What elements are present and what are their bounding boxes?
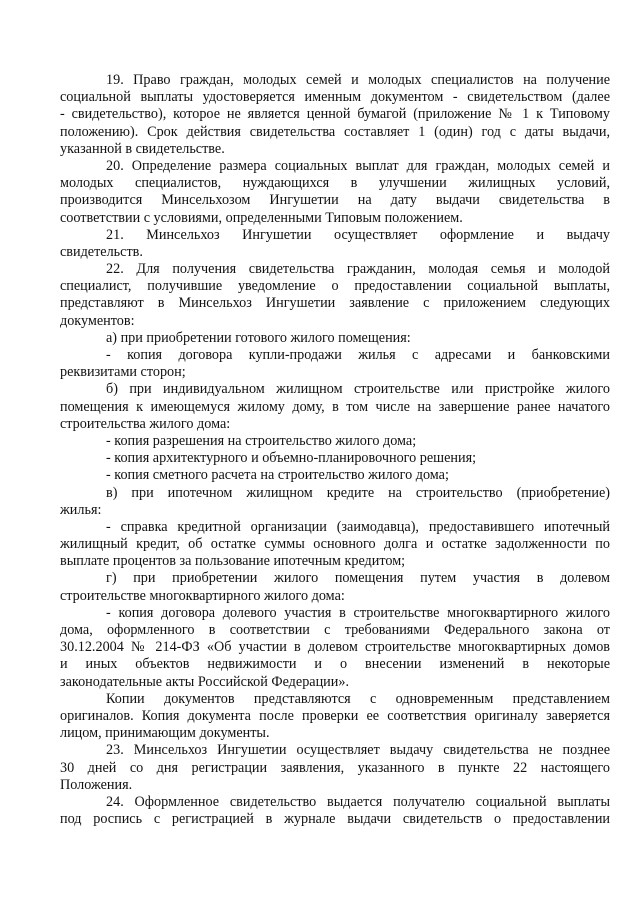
- text-line: под роспись с регистрацией в журнале выдачи свидетельств о предоставлении: [60, 811, 610, 828]
- text-line: 21. Минсельхоз Ингушетии осуществляет оформление и выдачу: [106, 226, 610, 243]
- text-line: 22. Для получения свидетельства гражданин, молодая семья и молодой: [106, 261, 610, 278]
- text-line: г) при приобретении жилого помещения путем участия в долевом: [106, 570, 610, 587]
- text-line: 24. Оформленное свидетельство выдается получателю социальной выплаты: [106, 793, 610, 810]
- text-line: жилья:: [60, 501, 102, 518]
- text-line: 30.12.2004 № 214-ФЗ «Об участии в долевом строительстве многоквартирных домов: [60, 639, 610, 656]
- text-line: молодых специалистов, нуждающихся в улучшении жилищных условий,: [60, 175, 610, 192]
- text-line: 19. Право граждан, молодых семей и молодых специалистов на получение: [106, 72, 610, 88]
- text-line: жилищный кредит, об остатке суммы основного долга и остатке задолженности по: [60, 536, 610, 553]
- text-line: лицом, принимающим документы.: [60, 725, 270, 742]
- text-line: помещения к имеющемуся жилому дому, в том числе на завершение ранее начатого: [60, 398, 610, 415]
- text-line: строительства жилого дома:: [60, 415, 231, 432]
- text-line: указанной в свидетельстве.: [60, 140, 225, 157]
- document-page: [60, 72, 610, 828]
- text-line: - справка кредитной организации (заимодавца), предоставившего ипотечный: [106, 518, 610, 535]
- text-line: представляют в Минсельхоз Ингушетии заявление с приложением следующих: [60, 295, 610, 312]
- text-line: Копии документов представляются с одновременным представлением: [106, 690, 610, 707]
- text-line: дома, оформленного в соответствии с требованиями Федерального закона от: [60, 622, 610, 638]
- text-line: производится Минсельхозом Ингушетии на дату выдачи свидетельства в: [60, 192, 610, 209]
- text-line: 23. Минсельхоз Ингушетии осуществляет выдачу свидетельства не позднее: [106, 742, 610, 759]
- text-line: и иных объектов недвижимости и о внесении изменений в некоторые: [60, 656, 610, 673]
- text-line: в) при ипотечном жилищном кредите на строительство (приобретение): [106, 484, 610, 501]
- text-line: 20. Определение размера социальных выплат для граждан, молодых семей и: [106, 157, 610, 174]
- text-line: - копия договора купли-продажи жилья с адресами и банковскими: [106, 347, 610, 363]
- text-line: б) при индивидуальном жилищном строительстве или пристройке жилого: [106, 381, 610, 398]
- text-line: оригиналов. Копия документа после проверки ее соответствия оригиналу заверяется: [60, 707, 610, 724]
- text-line: свидетельств.: [60, 243, 143, 260]
- text-line: Положения.: [60, 776, 133, 793]
- text-line: положению). Срок действия свидетельства составляет 1 (один) год с даты выдачи,: [60, 123, 610, 140]
- text-line: - свидетельство), которое не является ценной бумагой (приложение № 1 к Типовому: [60, 106, 610, 123]
- text-line: - копия сметного расчета на строительство жилого дома;: [106, 467, 449, 484]
- text-line: строительстве многоквартирного жилого дома:: [60, 587, 345, 604]
- text-line: документов:: [60, 312, 135, 329]
- text-line: выплате процентов за пользование ипотечным кредитом;: [60, 553, 406, 570]
- text-line: - копия разрешения на строительство жилого дома;: [106, 432, 417, 449]
- text-line: социальной выплаты удостоверяется именным документом - свидетельством (далее: [60, 89, 610, 106]
- text-line: а) при приобретении готового жилого помещения:: [106, 329, 411, 346]
- text-line: специалист, получившие уведомление о предоставлении социальной выплаты,: [60, 278, 610, 295]
- text-line: законодательные акты Российской Федерации».: [60, 673, 349, 690]
- text-line: соответствии с условиями, определенными Типовым положением.: [60, 209, 463, 226]
- text-line: 30 дней со дня регистрации заявления, указанного в пункте 22 настоящего: [60, 759, 610, 776]
- text-line: - копия договора долевого участия в строительстве многоквартирного жилого: [106, 604, 610, 621]
- text-line: реквизитами сторон;: [60, 364, 186, 381]
- text-line: - копия архитектурного и объемно-планировочного решения;: [106, 450, 477, 467]
